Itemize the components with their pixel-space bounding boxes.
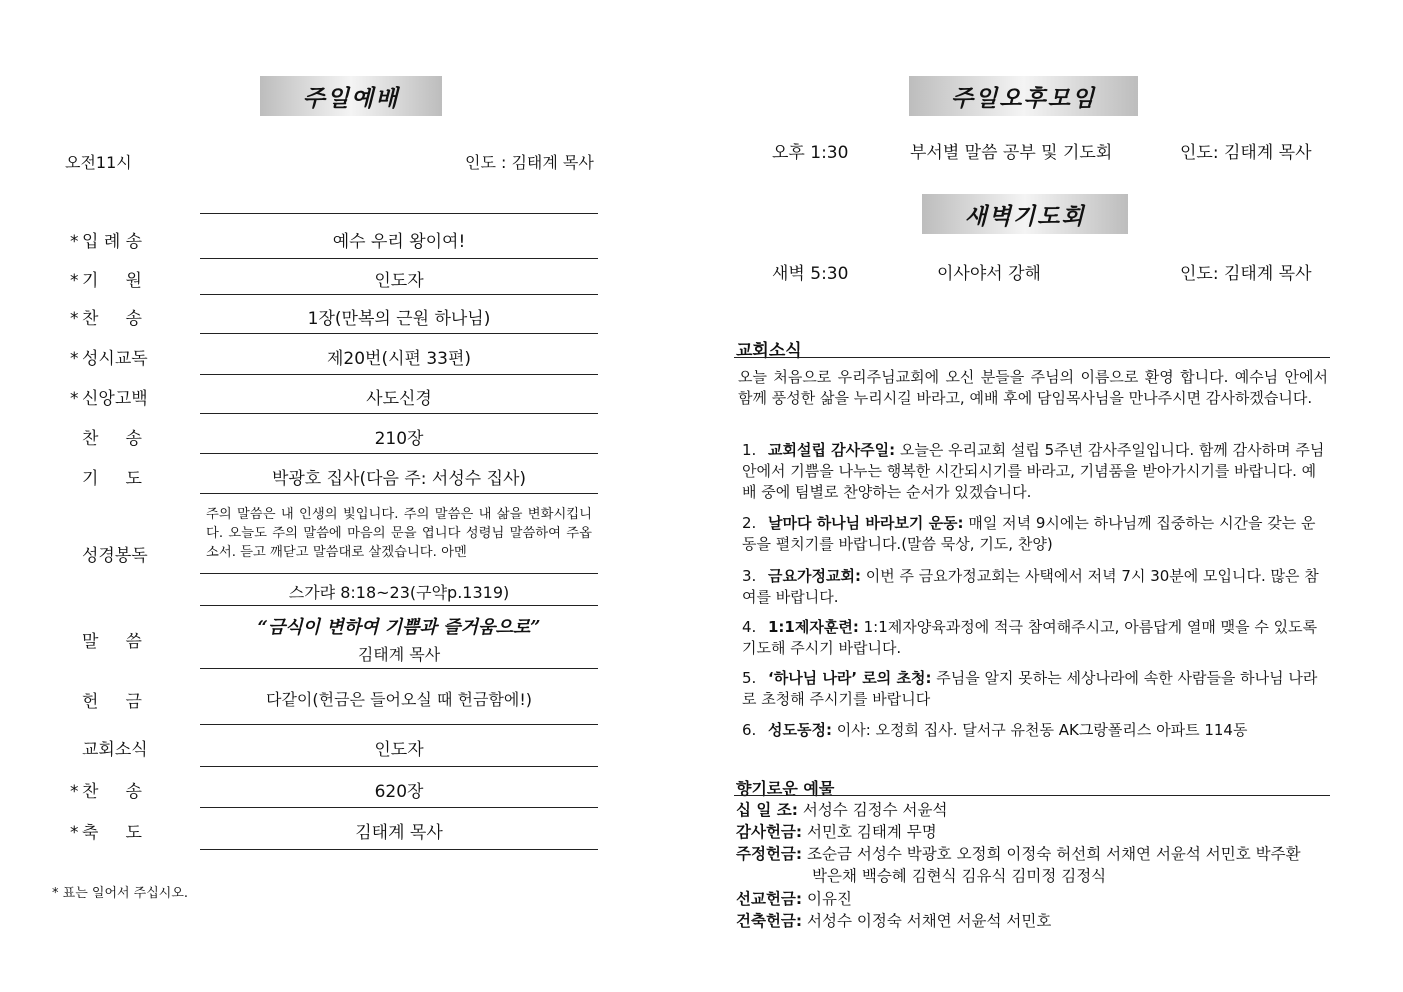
news-item: 3. 금요가정교회: 이번 주 금요가정교회는 사택에서 저녁 7시 30분에 모입니다. 많은 참여를 바랍니다. [742,567,1319,606]
offering-row: 주정헌금: 조순금 서성수 박광호 오정희 이정숙 허선희 서채연 서윤석 서민호 박주환 [736,845,1301,863]
table-rule [200,374,598,375]
order-value: 제20번(시편 33편) [326,349,472,369]
offering-row: 감사헌금: 서민호 김태계 무명 [736,823,937,841]
afternoon-header: 주일오후모임 [909,76,1138,116]
order-label: * 축 도 [70,823,142,843]
worship-time: 오전11시 [65,153,132,172]
dawn-time: 새벽 5:30 [772,264,849,284]
order-value: 김태계 목사 [355,823,443,843]
table-rule [200,766,598,767]
news-item: 2. 날마다 하나님 바라보기 운동: 매일 저녁 9시에는 하나님께 집중하는 시간을 갖는 운동을 펼치기를 바랍니다.(말씀 묵상, 기도, 찬양) [742,514,1316,553]
table-rule [200,493,598,494]
order-label: * 성시교독 [70,349,148,369]
offering-title: 향기로운 예물 [736,779,835,798]
news-title: 교회소식 [736,341,802,361]
afternoon-desc: 부서별 말씀 공부 및 기도회 [910,143,1113,163]
order-label: * 찬 송 [70,782,142,802]
order-value: 박광호 집사(다음 주: 서성수 집사) [271,469,527,489]
table-rule [200,294,598,295]
preacher: 김태계 목사 [357,645,441,664]
order-label: * 기 원 [70,271,142,291]
footnote: * 표는 일어서 주십시오. [52,886,189,901]
worship-leader: 인도 : 김태계 목사 [465,153,594,172]
order-label: 말 씀 [82,632,142,652]
table-rule [200,668,598,669]
worship-header: 주일예배 [260,76,442,116]
sermon-title: “금식이 변하여 기쁨과 즐거움으로” [257,617,541,638]
offering-row: 십 일 조: 서성수 김정수 서윤석 [736,801,948,819]
news-item: 5. ‘하나님 나라’ 로의 초청: 주님을 알지 못하는 세상나라에 속한 사람들을 하나님 나라로 초청해 주시기를 바랍니다 [742,669,1318,708]
order-value: 1장(만복의 근원 하나님) [307,309,491,329]
news-item: 4. 1:1제자훈련: 1:1제자양육과정에 적극 참여해주시고, 아름답게 열매 맺을 수 있도록 기도해 주시기 바랍니다. [742,618,1318,657]
news-item: 1. 교회설립 감사주일: 오늘은 우리교회 설립 5주년 감사주일입니다. 함께 감사하며 주님 안에서 기쁨을 나누는 행복한 시간되시기를 바라고, 기념품을 받아가시기를 바랍니다. 예배 중에 팀별로 찬양하는 순서가 있겠습니다. [742,441,1325,501]
afternoon-time: 오후 1:30 [772,143,849,163]
dawn-leader: 인도: 김태계 목사 [1180,264,1312,284]
table-rule [200,605,598,606]
order-value: 예수 우리 왕이여! [332,232,466,252]
table-rule [200,213,598,214]
table-rule [200,573,598,574]
order-label: 기 도 [82,469,142,489]
order-label: 찬 송 [82,429,142,449]
order-label: * 신앙고백 [70,389,148,409]
order-value: 210장 [374,429,424,449]
order-value: 인도자 [374,740,424,760]
table-rule [200,333,598,334]
offering-row: 건축헌금: 서성수 이정숙 서채연 서윤석 서민호 [736,912,1052,930]
table-rule [200,453,598,454]
order-value: 인도자 [374,271,424,291]
dawn-header: 새벽기도회 [922,194,1128,234]
order-value: 다같이(헌금은 들어오실 때 헌금함에!) [266,690,532,709]
dawn-desc: 이사야서 강해 [937,264,1041,284]
news-rule [734,357,1330,358]
table-rule [200,849,598,850]
table-rule [200,724,598,725]
table-rule [200,258,598,259]
news-item: 6. 성도동정: 이사: 오정희 집사. 달서구 유천동 AK그랑폴리스 아파트 114동 [742,721,1248,739]
table-rule [200,413,598,414]
order-value: 620장 [374,782,424,802]
order-label: 교회소식 [82,740,148,760]
reading-prayer: 주의 말씀은 내 인생의 빛입니다. 주의 말씀은 내 삶을 변화시킵니다. 오늘도 주의 말씀에 마음의 문을 엽니다 성령님 말씀하여 주옵소서. 듣고 깨닫고 말씀대로 살겠습니다. 아멘 [206,507,592,560]
order-label: * 입 례 송 [70,232,143,252]
order-label: * 찬 송 [70,309,142,329]
table-rule [200,807,598,808]
offering-rule [734,795,1330,796]
order-label: 성경봉독 [82,546,148,566]
offering-row: 선교헌금: 이유진 [736,890,852,908]
scripture: 스가랴 8:18~23(구약p.1319) [288,583,510,602]
order-label: 헌 금 [82,692,142,712]
afternoon-leader: 인도: 김태계 목사 [1180,143,1312,163]
news-intro: 오늘 처음으로 우리주님교회에 오신 분들을 주님의 이름으로 환영 합니다. 예수님 안에서 함께 풍성한 삶을 누리시길 바라고, 예배 후에 담임목사님을 만나주시면 감사하겠습니다. [738,368,1328,407]
order-value: 사도신경 [366,389,432,409]
offering-row: 박은채 백승혜 김현식 김유식 김미정 김정식 [812,867,1107,885]
